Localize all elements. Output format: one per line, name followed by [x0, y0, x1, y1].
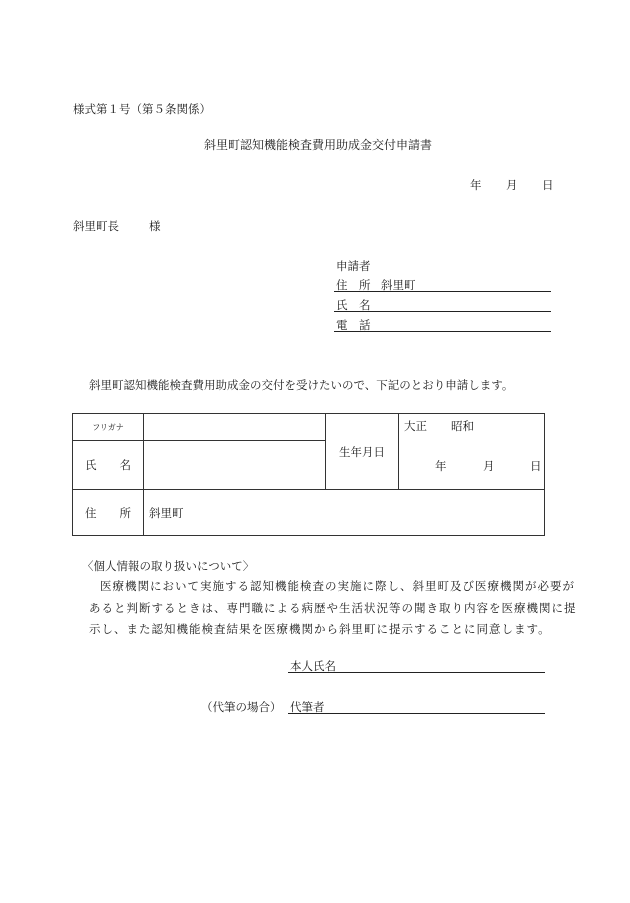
applicant-heading: 申請者: [336, 259, 371, 273]
applicant-phone-label: 電 話: [336, 318, 371, 332]
document-title: 斜里町認知機能検査費用助成金交付申請書: [204, 138, 433, 152]
proxy-name-label: 代筆者: [290, 700, 325, 714]
furigana-label: フリガナ: [92, 422, 124, 432]
address-label: 住 所: [85, 505, 131, 520]
proxy-case-label: （代筆の場合）: [201, 700, 282, 714]
address-label-cell: [73, 490, 144, 536]
era-showa: 昭和: [451, 419, 474, 433]
furigana-label-cell: [73, 414, 144, 441]
privacy-heading: 〈個人情報の取り扱いについて〉: [82, 559, 255, 573]
form-number: 様式第１号（第５条関係）: [73, 102, 211, 116]
privacy-line-2: あると判断するときは、専門職による病歴や生活状況等の聞き取り内容を医療機関に提: [89, 601, 577, 615]
privacy-line-3: 示し、また認知機能検査結果を医療機関から斜里町に提示することに同意します。: [89, 622, 551, 636]
self-name-line[interactable]: [288, 672, 545, 673]
applicant-address-value: 斜里町: [381, 278, 416, 292]
era-taisho: 大正: [404, 419, 427, 433]
privacy-line-1: 医療機関において実施する認知機能検査の実施に際し、斜里町及び医療機関が必要が: [100, 579, 575, 593]
birth-day-label: 日: [530, 459, 542, 473]
birthdate-input-cell[interactable]: [399, 414, 545, 490]
birth-year-label: 年: [435, 459, 447, 473]
applicant-address-label: 住 所: [336, 278, 371, 292]
furigana-input-cell[interactable]: [144, 414, 326, 441]
self-name-label: 本人氏名: [290, 659, 336, 673]
request-text: 斜里町認知機能検査費用助成金の交付を受けたいので、下記のとおり申請します。: [89, 378, 514, 392]
name-label: 氏 名: [85, 458, 131, 472]
addressee-honorific: 様: [149, 219, 161, 233]
birthdate-label-cell: [326, 414, 399, 490]
applicant-phone-line[interactable]: [334, 331, 551, 332]
birthdate-label: 生年月日: [339, 444, 385, 459]
name-label-cell: [73, 441, 144, 490]
birth-month-label: 月: [483, 459, 495, 473]
address-input-cell[interactable]: [144, 490, 545, 536]
applicant-name-line[interactable]: [334, 311, 551, 312]
address-value: 斜里町: [149, 505, 184, 520]
date-year-label: 年: [470, 178, 482, 192]
date-day-label: 日: [542, 178, 554, 192]
date-month-label: 月: [506, 178, 518, 192]
applicant-info-table: [72, 413, 545, 536]
name-input-cell[interactable]: [144, 441, 326, 490]
proxy-name-line[interactable]: [288, 713, 545, 714]
applicant-name-label: 氏 名: [336, 298, 371, 312]
addressee-name: 斜里町長: [73, 219, 119, 233]
applicant-address-line[interactable]: [334, 291, 551, 292]
